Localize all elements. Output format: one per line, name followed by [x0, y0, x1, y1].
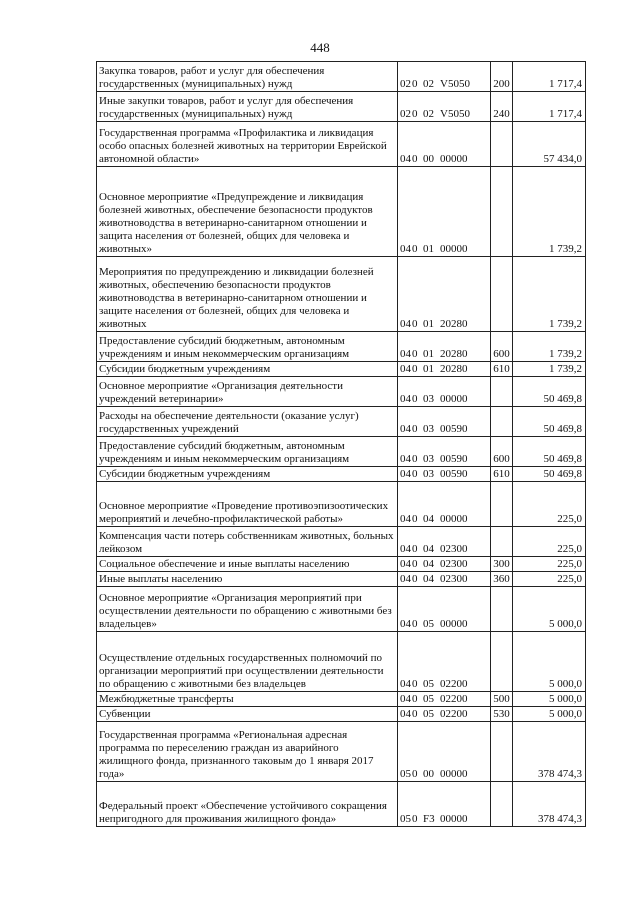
code-part-c3: 04	[423, 573, 434, 585]
row-amount: 225,0	[513, 527, 586, 557]
code-part-c3: 03	[423, 423, 434, 435]
row-expense-type	[491, 482, 513, 527]
row-expense-type: 610	[491, 467, 513, 482]
code-part-c3: 04	[423, 558, 434, 570]
row-code	[398, 332, 491, 362]
row-code	[398, 377, 491, 407]
row-expense-type: 300	[491, 557, 513, 572]
row-amount: 378 474,3	[513, 782, 586, 827]
row-name: Осуществление отдельных государственных полномочий по организации мероприятий при осуществлении деятельности по обращению с животными без владельцев	[97, 632, 398, 692]
code-part-c2: 0	[412, 243, 418, 255]
table-row	[97, 167, 586, 257]
code-part-c1: 05	[400, 813, 411, 825]
row-code	[398, 722, 491, 782]
code-part-c3: 03	[423, 468, 434, 480]
code-part-c3: 00	[423, 153, 434, 165]
row-amount: 57 434,0	[513, 122, 586, 167]
row-code	[398, 62, 491, 92]
code-part-c1: 02	[400, 78, 411, 90]
code-part-c1: 04	[400, 678, 411, 690]
row-expense-type: 600	[491, 437, 513, 467]
row-amount: 1 739,2	[513, 362, 586, 377]
row-expense-type: 360	[491, 572, 513, 587]
code-part-c3: 01	[423, 318, 434, 330]
row-code	[398, 122, 491, 167]
row-name: Иные выплаты населению	[97, 572, 398, 587]
table-row	[97, 377, 586, 407]
code-part-c2: 0	[412, 543, 418, 555]
table-row	[97, 407, 586, 437]
row-amount: 225,0	[513, 482, 586, 527]
row-name: Государственная программа «Профилактика и ликвидация особо опасных болезней животных на территории Еврейской автономной области»	[97, 122, 398, 167]
code-part-c1: 04	[400, 693, 411, 705]
row-code	[398, 782, 491, 827]
code-part-c3: 01	[423, 348, 434, 360]
table-row	[97, 437, 586, 467]
row-amount: 1 739,2	[513, 167, 586, 257]
code-part-c4: 00590	[440, 453, 468, 465]
code-part-c2: 0	[412, 78, 418, 90]
row-amount: 1 739,2	[513, 332, 586, 362]
code-part-c3: 01	[423, 363, 434, 375]
code-part-c2: 0	[412, 708, 418, 720]
code-part-c4: 00000	[440, 768, 468, 780]
row-name: Межбюджетные трансферты	[97, 692, 398, 707]
row-name: Субвенции	[97, 707, 398, 722]
code-part-c1: 02	[400, 108, 411, 120]
code-part-c2: 0	[412, 513, 418, 525]
budget-table-body	[97, 62, 586, 827]
table-row	[97, 257, 586, 332]
table-row	[97, 632, 586, 692]
row-code	[398, 92, 491, 122]
row-code	[398, 527, 491, 557]
code-part-c1: 04	[400, 618, 411, 630]
row-name: Компенсация части потерь собственникам животных, больных лейкозом	[97, 527, 398, 557]
row-amount: 50 469,8	[513, 467, 586, 482]
row-code	[398, 707, 491, 722]
table-row	[97, 482, 586, 527]
code-part-c1: 04	[400, 363, 411, 375]
code-part-c2: 0	[412, 618, 418, 630]
row-amount: 50 469,8	[513, 377, 586, 407]
code-part-c3: 05	[423, 708, 434, 720]
row-expense-type	[491, 122, 513, 167]
row-amount: 5 000,0	[513, 632, 586, 692]
code-part-c2: 0	[412, 108, 418, 120]
code-part-c2: 0	[412, 678, 418, 690]
table-row	[97, 707, 586, 722]
code-part-c1: 04	[400, 243, 411, 255]
code-part-c1: 05	[400, 768, 411, 780]
code-part-c1: 04	[400, 513, 411, 525]
row-name: Закупка товаров, работ и услуг для обеспечения государственных (муниципальных) нужд	[97, 62, 398, 92]
table-row	[97, 122, 586, 167]
code-part-c3: F3	[423, 813, 435, 825]
code-part-c2: 0	[412, 693, 418, 705]
table-row	[97, 782, 586, 827]
code-part-c3: 02	[423, 78, 434, 90]
table-row	[97, 692, 586, 707]
code-part-c4: 00000	[440, 513, 468, 525]
row-code	[398, 572, 491, 587]
row-code	[398, 692, 491, 707]
code-part-c4: 20280	[440, 348, 468, 360]
row-amount: 5 000,0	[513, 707, 586, 722]
code-part-c2: 0	[412, 768, 418, 780]
code-part-c2: 0	[412, 393, 418, 405]
row-name: Мероприятия по предупреждению и ликвидации болезней животных, обеспечению безопасности продуктов животноводства в ветеринарно-санитарном отношении и защите населения от болезней, общих для человека и животных	[97, 257, 398, 332]
code-part-c2: 0	[412, 423, 418, 435]
row-expense-type: 200	[491, 62, 513, 92]
code-part-c4: V5050	[440, 108, 470, 120]
code-part-c4: 02200	[440, 708, 468, 720]
code-part-c2: 0	[412, 453, 418, 465]
row-amount: 225,0	[513, 572, 586, 587]
code-part-c1: 04	[400, 453, 411, 465]
table-row	[97, 572, 586, 587]
row-code	[398, 362, 491, 377]
row-amount: 1 739,2	[513, 257, 586, 332]
code-part-c1: 04	[400, 543, 411, 555]
row-name: Иные закупки товаров, работ и услуг для обеспечения государственных (муниципальных) нужд	[97, 92, 398, 122]
code-part-c1: 04	[400, 573, 411, 585]
code-part-c2: 0	[412, 363, 418, 375]
code-part-c1: 04	[400, 708, 411, 720]
table-row	[97, 587, 586, 632]
code-part-c1: 04	[400, 348, 411, 360]
row-name: Основное мероприятие «Предупреждение и ликвидация болезней животных, обеспечение безопасности продуктов животноводства в ветеринарно-санитарном отношении и защита населения от болезней, общих для человека и животных»	[97, 167, 398, 257]
code-part-c3: 03	[423, 393, 434, 405]
code-part-c4: 02300	[440, 558, 468, 570]
row-code	[398, 167, 491, 257]
code-part-c3: 05	[423, 678, 434, 690]
code-part-c4: 00590	[440, 423, 468, 435]
row-code	[398, 467, 491, 482]
code-part-c4: 00590	[440, 468, 468, 480]
row-expense-type	[491, 722, 513, 782]
code-part-c4: 00000	[440, 393, 468, 405]
code-part-c4: 00000	[440, 618, 468, 630]
code-part-c3: 05	[423, 618, 434, 630]
row-amount: 378 474,3	[513, 722, 586, 782]
row-amount: 5 000,0	[513, 692, 586, 707]
row-code	[398, 557, 491, 572]
row-expense-type: 500	[491, 692, 513, 707]
code-part-c2: 0	[412, 153, 418, 165]
code-part-c2: 0	[412, 468, 418, 480]
row-amount: 50 469,8	[513, 437, 586, 467]
row-expense-type	[491, 377, 513, 407]
row-name: Основное мероприятие «Проведение противоэпизоотических мероприятий и лечебно-профилактической работы»	[97, 482, 398, 527]
table-row	[97, 362, 586, 377]
row-expense-type	[491, 527, 513, 557]
code-part-c4: 02200	[440, 693, 468, 705]
code-part-c1: 04	[400, 558, 411, 570]
row-name: Основное мероприятие «Организация деятельности учреждений ветеринарии»	[97, 377, 398, 407]
row-amount: 1 717,4	[513, 92, 586, 122]
table-row	[97, 467, 586, 482]
code-part-c3: 01	[423, 243, 434, 255]
code-part-c3: 02	[423, 108, 434, 120]
row-code	[398, 257, 491, 332]
row-expense-type: 240	[491, 92, 513, 122]
table-row	[97, 527, 586, 557]
table-row	[97, 722, 586, 782]
table-row	[97, 557, 586, 572]
row-amount: 50 469,8	[513, 407, 586, 437]
code-part-c1: 04	[400, 468, 411, 480]
row-name: Субсидии бюджетным учреждениям	[97, 467, 398, 482]
row-expense-type	[491, 167, 513, 257]
code-part-c1: 04	[400, 423, 411, 435]
row-name: Государственная программа «Региональная адресная программа по переселению граждан из аварийного жилищного фонда, признанного таковым до 1 января 2017 года»	[97, 722, 398, 782]
code-part-c4: 20280	[440, 363, 468, 375]
code-part-c4: 02300	[440, 543, 468, 555]
row-expense-type	[491, 782, 513, 827]
row-expense-type	[491, 257, 513, 332]
row-expense-type: 530	[491, 707, 513, 722]
row-expense-type	[491, 587, 513, 632]
code-part-c4: 00000	[440, 153, 468, 165]
code-part-c1: 04	[400, 153, 411, 165]
row-expense-type: 610	[491, 362, 513, 377]
row-code	[398, 632, 491, 692]
table-row	[97, 332, 586, 362]
code-part-c2: 0	[412, 558, 418, 570]
row-name: Субсидии бюджетным учреждениям	[97, 362, 398, 377]
code-part-c3: 04	[423, 543, 434, 555]
row-name: Расходы на обеспечение деятельности (оказание услуг) государственных учреждений	[97, 407, 398, 437]
row-name: Основное мероприятие «Организация мероприятий при осуществлении деятельности по обращению с животными без владельцев»	[97, 587, 398, 632]
code-part-c1: 04	[400, 393, 411, 405]
row-name: Социальное обеспечение и иные выплаты населению	[97, 557, 398, 572]
row-expense-type	[491, 632, 513, 692]
row-code	[398, 482, 491, 527]
row-name: Предоставление субсидий бюджетным, автономным учреждениям и иным некоммерческим организациям	[97, 332, 398, 362]
budget-table	[96, 61, 586, 827]
code-part-c1: 04	[400, 318, 411, 330]
code-part-c4: 00000	[440, 813, 468, 825]
table-row	[97, 62, 586, 92]
table-row	[97, 92, 586, 122]
row-name: Федеральный проект «Обеспечение устойчивого сокращения непригодного для проживания жилищного фонда»	[97, 782, 398, 827]
row-expense-type	[491, 407, 513, 437]
code-part-c3: 03	[423, 453, 434, 465]
row-expense-type: 600	[491, 332, 513, 362]
row-code	[398, 587, 491, 632]
code-part-c3: 04	[423, 513, 434, 525]
page-number: 448	[310, 40, 330, 55]
code-part-c4: 02300	[440, 573, 468, 585]
row-amount: 225,0	[513, 557, 586, 572]
code-part-c4: 20280	[440, 318, 468, 330]
code-part-c2: 0	[412, 813, 418, 825]
code-part-c2: 0	[412, 318, 418, 330]
code-part-c2: 0	[412, 348, 418, 360]
row-code	[398, 407, 491, 437]
code-part-c3: 00	[423, 768, 434, 780]
code-part-c4: 02200	[440, 678, 468, 690]
code-part-c4: 00000	[440, 243, 468, 255]
code-part-c2: 0	[412, 573, 418, 585]
row-name: Предоставление субсидий бюджетным, автономным учреждениям и иным некоммерческим организациям	[97, 437, 398, 467]
code-part-c3: 05	[423, 693, 434, 705]
row-code	[398, 437, 491, 467]
code-part-c4: V5050	[440, 78, 470, 90]
row-amount: 1 717,4	[513, 62, 586, 92]
row-amount: 5 000,0	[513, 587, 586, 632]
